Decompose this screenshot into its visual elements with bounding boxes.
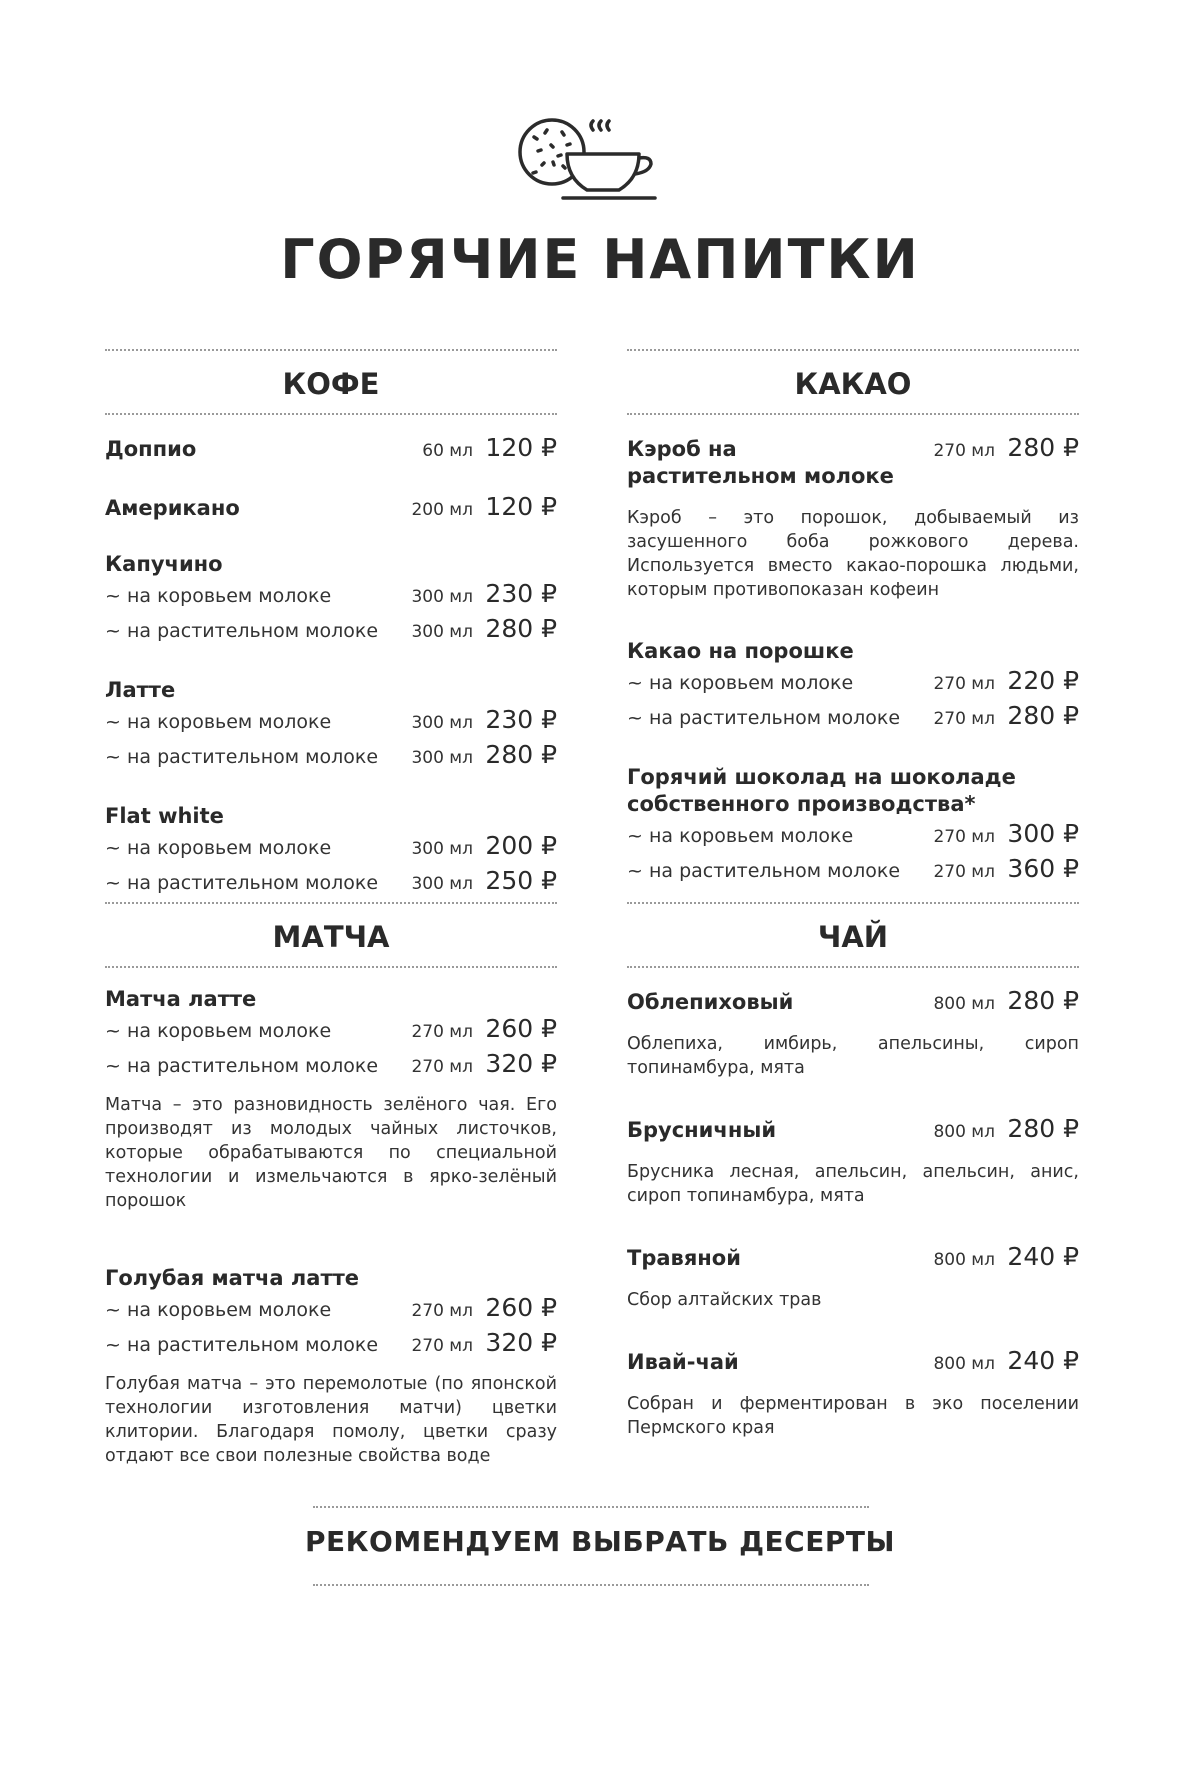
- item-name: Облепиховый: [627, 990, 794, 1014]
- item-price: 300 ₽: [1007, 819, 1079, 848]
- item-price: 220 ₽: [1007, 666, 1079, 695]
- item-price: 260 ₽: [485, 1293, 557, 1322]
- variant-label: ~ на коровьем молоке: [627, 672, 854, 694]
- item-volume: 270 мл: [933, 827, 995, 847]
- item-price: 120 ₽: [485, 492, 557, 521]
- divider: [313, 1506, 869, 1508]
- variant-row: [105, 1013, 557, 1048]
- section-title: КОФЕ: [282, 367, 380, 401]
- cookie-and-coffee-cup-icon: [515, 118, 671, 210]
- menu-item: [105, 433, 557, 463]
- item-name: Ивай-чай: [627, 1350, 739, 1374]
- matcha-section: [105, 902, 557, 1497]
- coffee-section: [105, 349, 557, 929]
- variant-label: ~ на растительном молоке: [105, 746, 379, 768]
- variant-row: [105, 1327, 557, 1362]
- item-price: 120 ₽: [485, 433, 557, 462]
- item-volume: 800 мл: [933, 1122, 995, 1142]
- item-price: 240 ₽: [1007, 1242, 1079, 1271]
- menu-item: [105, 1265, 557, 1468]
- variant-label: ~ на растительном молоке: [105, 1334, 379, 1356]
- variant-label: ~ на растительном молоке: [627, 707, 901, 729]
- variant-row: [105, 704, 557, 739]
- item-volume: 800 мл: [933, 1354, 995, 1374]
- variant-row: [627, 665, 1079, 700]
- variant-label: ~ на растительном молоке: [105, 872, 379, 894]
- item-price: 320 ₽: [485, 1328, 557, 1357]
- menu-item: [105, 986, 557, 1213]
- item-price: 320 ₽: [485, 1049, 557, 1078]
- item-volume: 300 мл: [411, 874, 473, 894]
- cacao-section: [627, 349, 1079, 917]
- menu-item: [627, 1346, 1079, 1440]
- section-title: КАКАО: [794, 367, 912, 401]
- menu-item: [105, 492, 557, 522]
- item-volume: 270 мл: [933, 441, 995, 461]
- variant-row: [105, 739, 557, 774]
- item-volume: 270 мл: [411, 1301, 473, 1321]
- item-volume: 300 мл: [411, 587, 473, 607]
- item-name: Травяной: [627, 1246, 741, 1270]
- variant-label: ~ на растительном молоке: [627, 860, 901, 882]
- item-price: 280 ₽: [1007, 433, 1079, 462]
- variant-label: ~ на коровьем молоке: [627, 825, 854, 847]
- item-price: 260 ₽: [485, 1014, 557, 1043]
- menu-item: [627, 433, 1079, 602]
- item-name: Американо: [105, 496, 240, 520]
- variant-label: ~ на растительном молоке: [105, 1055, 379, 1077]
- variant-label: ~ на коровьем молоке: [105, 837, 332, 859]
- variant-row: [105, 1048, 557, 1083]
- item-price: 240 ₽: [1007, 1346, 1079, 1375]
- item-price: 360 ₽: [1007, 854, 1079, 883]
- item-price: 280 ₽: [1007, 986, 1079, 1015]
- item-volume: 300 мл: [411, 713, 473, 733]
- item-name: Брусничный: [627, 1118, 777, 1142]
- variant-row: [627, 818, 1079, 853]
- item-name: Голубая матча латте: [105, 1266, 360, 1290]
- item-name: Горячий шоколад на шоколаде собственного производства*: [627, 765, 1016, 816]
- item-volume: 270 мл: [933, 862, 995, 882]
- item-name: Flat white: [105, 804, 224, 828]
- menu-item: [627, 1242, 1079, 1312]
- variant-row: [627, 700, 1079, 735]
- item-volume: 270 мл: [411, 1057, 473, 1077]
- item-description: Сбор алтайских трав: [627, 1290, 822, 1310]
- item-volume: 200 мл: [411, 500, 473, 520]
- item-price: 280 ₽: [1007, 701, 1079, 730]
- item-price: 230 ₽: [485, 579, 557, 608]
- item-description: Собран и ферментирован в эко поселении Пермского края: [627, 1394, 1079, 1438]
- variant-row: [105, 1292, 557, 1327]
- variant-row: [105, 613, 557, 648]
- page-title: ГОРЯЧИЕ НАПИТКИ: [280, 228, 920, 291]
- menu-item: [627, 1114, 1079, 1208]
- variant-label: ~ на растительном молоке: [105, 620, 379, 642]
- item-volume: 270 мл: [933, 674, 995, 694]
- item-volume: 270 мл: [411, 1022, 473, 1042]
- item-name: Кэроб на растительном молоке: [627, 437, 894, 488]
- item-volume: 300 мл: [411, 622, 473, 642]
- item-description: Кэроб – это порошок, добываемый из засушенного боба рожкового дерева. Используется вместо какао-порошка людьми, которым противопоказан кофеин: [627, 508, 1079, 600]
- item-description: Матча – это разновидность зелёного чая. Его производят из молодых чайных листочков, которые обрабатываются по специальной технологии и измельчаются в ярко-зелёный порошок: [105, 1095, 557, 1211]
- item-volume: 800 мл: [933, 994, 995, 1014]
- menu-item: [627, 986, 1079, 1080]
- item-price: 200 ₽: [485, 831, 557, 860]
- divider: [313, 1584, 869, 1586]
- item-price: 230 ₽: [485, 705, 557, 734]
- variant-label: ~ на коровьем молоке: [105, 711, 332, 733]
- item-name: Матча латте: [105, 987, 257, 1011]
- item-price: 280 ₽: [485, 614, 557, 643]
- variant-row: [105, 578, 557, 613]
- footer-title: РЕКОМЕНДУЕМ ВЫБРАТЬ ДЕСЕРТЫ: [305, 1525, 895, 1558]
- menu-item: [627, 764, 1079, 888]
- section-title: МАТЧА: [272, 920, 390, 954]
- variant-row: [105, 865, 557, 900]
- item-volume: 300 мл: [411, 748, 473, 768]
- section-title: ЧАЙ: [817, 920, 889, 954]
- item-volume: 60 мл: [422, 441, 473, 461]
- item-description: Облепиха, имбирь, апельсины, сироп топинамбура, мята: [627, 1034, 1079, 1078]
- item-volume: 300 мл: [411, 839, 473, 859]
- item-name: Капучино: [105, 552, 223, 576]
- item-description: Голубая матча – это перемолотые (по японской технологии изготовления матчи) цветки клитории. Благодаря помолу, цветки сразу отдают все свои полезные свойства воде: [105, 1374, 557, 1466]
- variant-label: ~ на коровьем молоке: [105, 1020, 332, 1042]
- item-volume: 270 мл: [933, 709, 995, 729]
- menu-item: [105, 677, 557, 774]
- item-price: 250 ₽: [485, 866, 557, 895]
- item-price: 280 ₽: [1007, 1114, 1079, 1143]
- variant-row: [105, 830, 557, 865]
- variant-label: ~ на коровьем молоке: [105, 585, 332, 607]
- menu-item: [105, 803, 557, 900]
- variant-label: ~ на коровьем молоке: [105, 1299, 332, 1321]
- tea-section: [627, 902, 1079, 1469]
- item-name: Латте: [105, 678, 176, 702]
- variant-row: [627, 853, 1079, 888]
- item-price: 280 ₽: [485, 740, 557, 769]
- menu-item: [105, 551, 557, 648]
- item-volume: 270 мл: [411, 1336, 473, 1356]
- item-volume: 800 мл: [933, 1250, 995, 1270]
- item-name: Какао на порошке: [627, 639, 854, 663]
- item-name: Доппио: [105, 437, 197, 461]
- item-description: Брусника лесная, апельсин, апельсин, анис, сироп топинамбура, мята: [627, 1162, 1079, 1206]
- menu-item: [627, 638, 1079, 735]
